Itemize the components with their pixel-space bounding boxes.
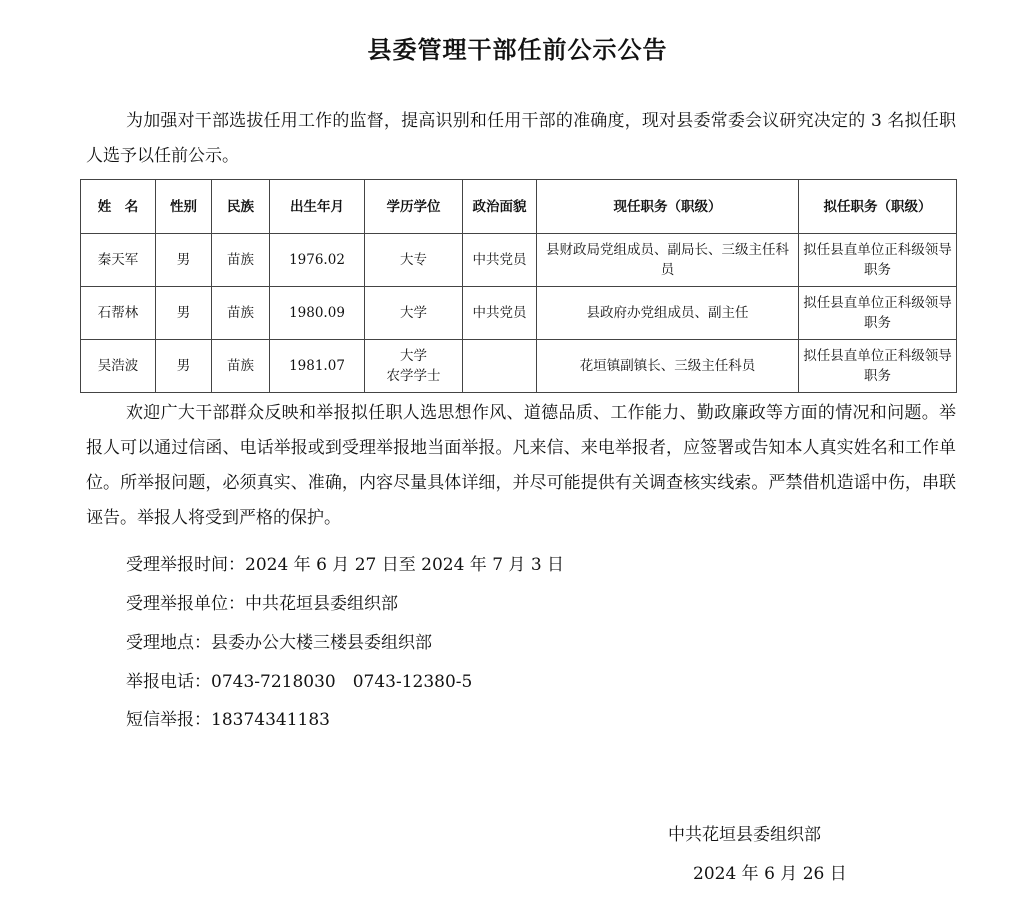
cell-education: 大学 农学学士: [365, 340, 463, 393]
cell-current-post: 县财政局党组成员、副局长、三级主任科员: [537, 234, 799, 287]
cell-name: 吴浩波: [81, 340, 156, 393]
cell-proposed-post: 拟任县直单位正科级领导职务: [799, 234, 957, 287]
report-phone: 举报电话：0743-7218030 0743-12380-5: [126, 672, 473, 692]
table-row: [81, 340, 957, 393]
header-birth: 出生年月: [270, 180, 365, 234]
intro-paragraph: 为加强对干部选拔任用工作的监督，提高识别和任用干部的准确度，现对县委常委会议研究决定的 3 名拟任职人选予以任前公示。: [86, 111, 956, 166]
cell-birth: 1981.07: [270, 340, 365, 393]
cell-gender: 男: [156, 340, 212, 393]
header-political: 政治面貌: [463, 180, 537, 234]
cell-gender: 男: [156, 234, 212, 287]
cell-ethnicity: 苗族: [212, 340, 270, 393]
report-time: 受理举报时间：2024 年 6 月 27 日至 2024 年 7 月 3 日: [126, 555, 565, 575]
signature-date: 2024 年 6 月 26 日: [693, 864, 847, 884]
report-place: 受理地点：县委办公大楼三楼县委组织部: [126, 633, 432, 653]
cell-birth: 1980.09: [270, 287, 365, 340]
table-row: [81, 287, 957, 340]
cell-political: 中共党员: [463, 287, 537, 340]
cell-political: [463, 340, 537, 393]
cell-current-post: 花垣镇副镇长、三级主任科员: [537, 340, 799, 393]
cell-gender: 男: [156, 287, 212, 340]
cell-ethnicity: 苗族: [212, 234, 270, 287]
header-name: 姓 名: [81, 180, 156, 234]
cell-proposed-post: 拟任县直单位正科级领导职务: [799, 340, 957, 393]
cell-proposed-post: 拟任县直单位正科级领导职务: [799, 287, 957, 340]
cell-name: 秦天军: [81, 234, 156, 287]
cell-education: 大专: [365, 234, 463, 287]
cell-birth: 1976.02: [270, 234, 365, 287]
signature-org: 中共花垣县委组织部: [668, 825, 821, 845]
cell-ethnicity: 苗族: [212, 287, 270, 340]
header-current-post: 现任职务（职级）: [537, 180, 799, 234]
header-gender: 性别: [156, 180, 212, 234]
header-education: 学历学位: [365, 180, 463, 234]
table-header-row: [81, 180, 957, 234]
cell-name: 石帮林: [81, 287, 156, 340]
cell-current-post: 县政府办党组成员、副主任: [537, 287, 799, 340]
header-ethnicity: 民族: [212, 180, 270, 234]
notice-paragraph: 欢迎广大干部群众反映和举报拟任职人选思想作风、道德品质、工作能力、勤政廉政等方面的情况和问题。举报人可以通过信函、电话举报或到受理举报地当面举报。凡来信、来电举报者，应签署或告知本人真实姓名和工作单位。所举报问题，必须真实、准确，内容尽量具体详细，并尽可能提供有关调查核实线索。严禁借机造谣中伤，串联诬告。举报人将受到严格的保护。: [86, 403, 956, 528]
cell-education: 大学: [365, 287, 463, 340]
notice-title: 县委管理干部任前公示公告: [367, 36, 668, 64]
report-sms: 短信举报：18374341183: [126, 710, 330, 730]
candidate-table: [80, 179, 957, 393]
table-row: [81, 234, 957, 287]
cell-political: 中共党员: [463, 234, 537, 287]
report-unit: 受理举报单位：中共花垣县委组织部: [126, 594, 398, 614]
header-proposed-post: 拟任职务（职级）: [799, 180, 957, 234]
